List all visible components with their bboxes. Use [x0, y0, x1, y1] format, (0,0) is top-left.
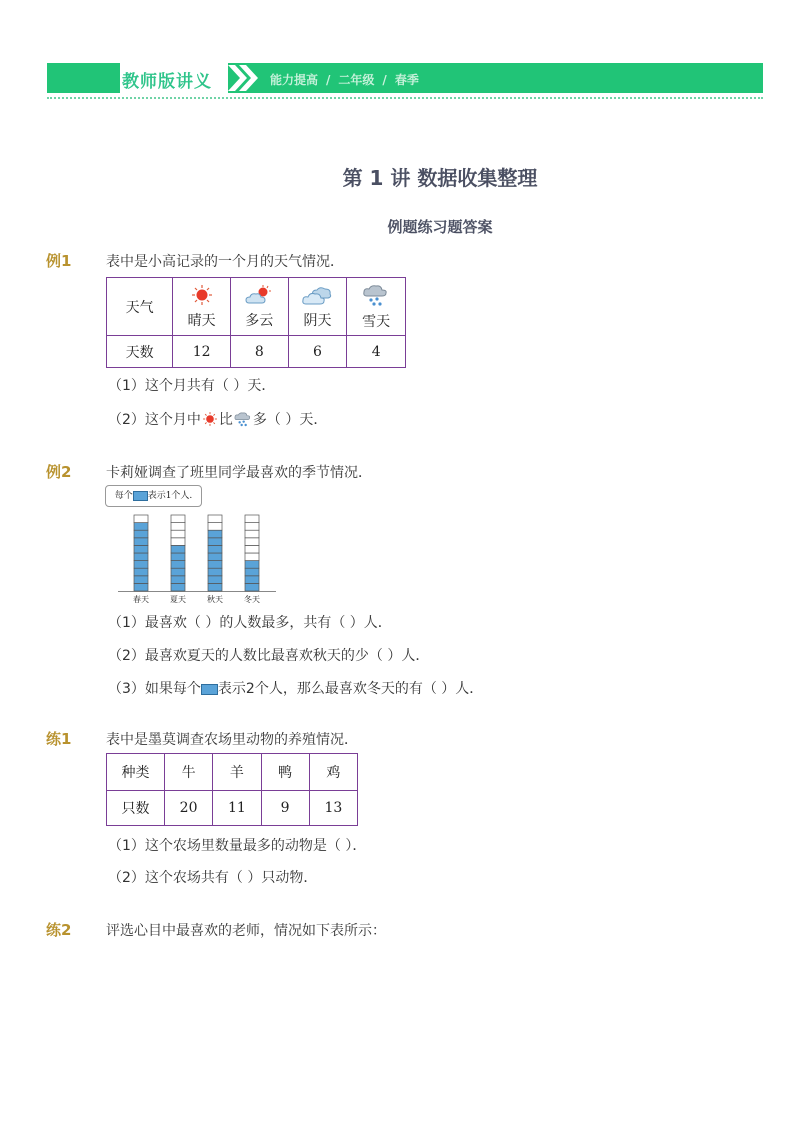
days-row-header: 天数: [107, 336, 173, 368]
category-label: 秋天: [207, 595, 223, 604]
bar-cell-filled: [171, 553, 185, 561]
bar-cell-empty: [208, 515, 222, 523]
example-2-label: 例2: [46, 463, 72, 481]
sunny-icon: [201, 411, 219, 427]
breadcrumb-item: 二年级: [338, 73, 375, 87]
example-1-question-1: （1）这个月共有（ ）天．: [108, 378, 276, 394]
bar-cell-filled: [208, 545, 222, 553]
animal-count: 11: [213, 791, 261, 826]
breadcrumb: 能力提高 / 二年级 / 春季: [270, 73, 419, 87]
bar-cell-filled: [134, 561, 148, 569]
bar-cell-filled: [208, 530, 222, 538]
page-title: 第 1 讲 数据收集整理: [342, 166, 538, 190]
bar-春天: [134, 515, 148, 591]
days-value: 4: [347, 336, 406, 368]
practice-2-label: 练2: [46, 921, 72, 939]
bar-cell-filled: [208, 538, 222, 546]
example-1-label: 例1: [46, 252, 72, 270]
weather-cell-snow: [347, 278, 406, 336]
bar-cell-filled: [134, 568, 148, 576]
sunny-icon: [189, 284, 215, 306]
animal-count: 9: [261, 791, 309, 826]
unit-box-icon: [201, 684, 218, 695]
season-bar-chart: [118, 510, 280, 606]
category-label: 冬天: [244, 595, 260, 604]
bar-夏天: [171, 515, 185, 591]
animal-table: [106, 753, 358, 826]
breadcrumb-item: 能力提高: [270, 73, 319, 87]
bar-cell-filled: [171, 576, 185, 584]
bar-cell-empty: [208, 523, 222, 531]
example-2-question-1: （1）最喜欢（ ）的人数最多，共有（ ）人．: [108, 615, 392, 631]
animal-name: 鸡: [309, 754, 357, 791]
practice-1-question-2: （2）这个农场共有（ ）只动物．: [108, 870, 318, 886]
legend-swatch: [133, 491, 148, 501]
bar-cell-filled: [245, 568, 259, 576]
snow-icon: [361, 283, 391, 307]
bar-cell-filled: [208, 583, 222, 591]
weather-cell-partly-cloudy: [230, 278, 288, 336]
bar-cell-filled: [208, 553, 222, 561]
breadcrumb-item: 春季: [394, 73, 419, 87]
bar-cell-empty: [171, 538, 185, 546]
bar-cell-empty: [245, 515, 259, 523]
bar-cell-empty: [245, 530, 259, 538]
bar-cell-filled: [134, 530, 148, 538]
example-1-question-2: （2）这个月中 比 多（ ）天．: [108, 412, 328, 428]
days-value: 12: [173, 336, 231, 368]
example-1-stem: 表中是小高记录的一个月的天气情况．: [106, 254, 344, 270]
weather-table: [106, 277, 406, 368]
animal-name: 羊: [213, 754, 261, 791]
example-2-stem: 卡莉娅调查了班里同学最喜欢的季节情况．: [106, 465, 372, 481]
category-label: 春天: [133, 595, 149, 604]
page-subtitle: 例题练习题答案: [387, 218, 493, 236]
bar-秋天: [208, 515, 222, 591]
bar-cell-empty: [171, 523, 185, 531]
count-row-header: 只数: [107, 791, 165, 826]
bar-cell-filled: [245, 583, 259, 591]
bar-cell-filled: [208, 561, 222, 569]
bar-cell-filled: [134, 576, 148, 584]
bar-cell-empty: [245, 538, 259, 546]
bar-cell-filled: [134, 538, 148, 546]
chart-legend: 每个 表示1个人.: [105, 485, 202, 507]
days-value: 6: [288, 336, 347, 368]
bar-cell-empty: [245, 523, 259, 531]
bar-cell-filled: [171, 545, 185, 553]
practice-1-label: 练1: [46, 730, 72, 748]
category-label: 夏天: [170, 595, 186, 604]
practice-2-stem: 评选心目中最喜欢的老师，情况如下表所示：: [106, 923, 386, 939]
practice-1-question-1: （1）这个农场里数量最多的动物是（ ）．: [108, 838, 367, 854]
animal-name: 牛: [164, 754, 212, 791]
weather-cell-cloudy: [288, 278, 347, 336]
practice-1-stem: 表中是墨莫调查农场里动物的养殖情况．: [106, 732, 358, 748]
days-value: 8: [230, 336, 288, 368]
bar-cell-empty: [171, 515, 185, 523]
bar-cell-empty: [171, 530, 185, 538]
bar-cell-empty: [134, 515, 148, 523]
bar-cell-filled: [171, 568, 185, 576]
snow-icon: [233, 410, 253, 428]
bar-cell-filled: [134, 545, 148, 553]
bar-cell-filled: [171, 561, 185, 569]
weather-name: 晴天: [187, 312, 216, 329]
animal-name: 鸭: [261, 754, 309, 791]
double-chevron-left-icon: [80, 63, 122, 93]
weather-cell-sunny: [173, 278, 231, 336]
weather-name: 阴天: [303, 312, 332, 329]
bar-cell-filled: [134, 553, 148, 561]
weather-name: 雪天: [362, 313, 391, 330]
bar-cell-filled: [208, 576, 222, 584]
double-chevron-right-icon: [226, 63, 266, 93]
weather-name: 多云: [245, 312, 274, 329]
partly-cloudy-icon: [244, 284, 274, 306]
animal-row-header: 种类: [107, 754, 165, 791]
bar-cell-filled: [134, 583, 148, 591]
brand-title: 教师版讲义: [122, 72, 212, 92]
bar-cell-empty: [245, 545, 259, 553]
bar-cell-filled: [245, 576, 259, 584]
animal-count: 20: [164, 791, 212, 826]
example-2-question-3: （3）如果每个 表示2个人，那么最喜欢冬天的有（ ）人．: [108, 681, 484, 697]
bar-cell-filled: [245, 561, 259, 569]
header-divider: [47, 97, 763, 99]
bar-冬天: [245, 515, 259, 591]
weather-row-header: 天气: [107, 278, 173, 336]
bar-cell-filled: [134, 523, 148, 531]
bar-cell-empty: [245, 553, 259, 561]
bar-cell-filled: [208, 568, 222, 576]
animal-count: 13: [309, 791, 357, 826]
example-2-question-2: （2）最喜欢夏天的人数比最喜欢秋天的少（ ）人．: [108, 648, 430, 664]
cloudy-icon: [301, 284, 333, 306]
bar-cell-filled: [171, 583, 185, 591]
